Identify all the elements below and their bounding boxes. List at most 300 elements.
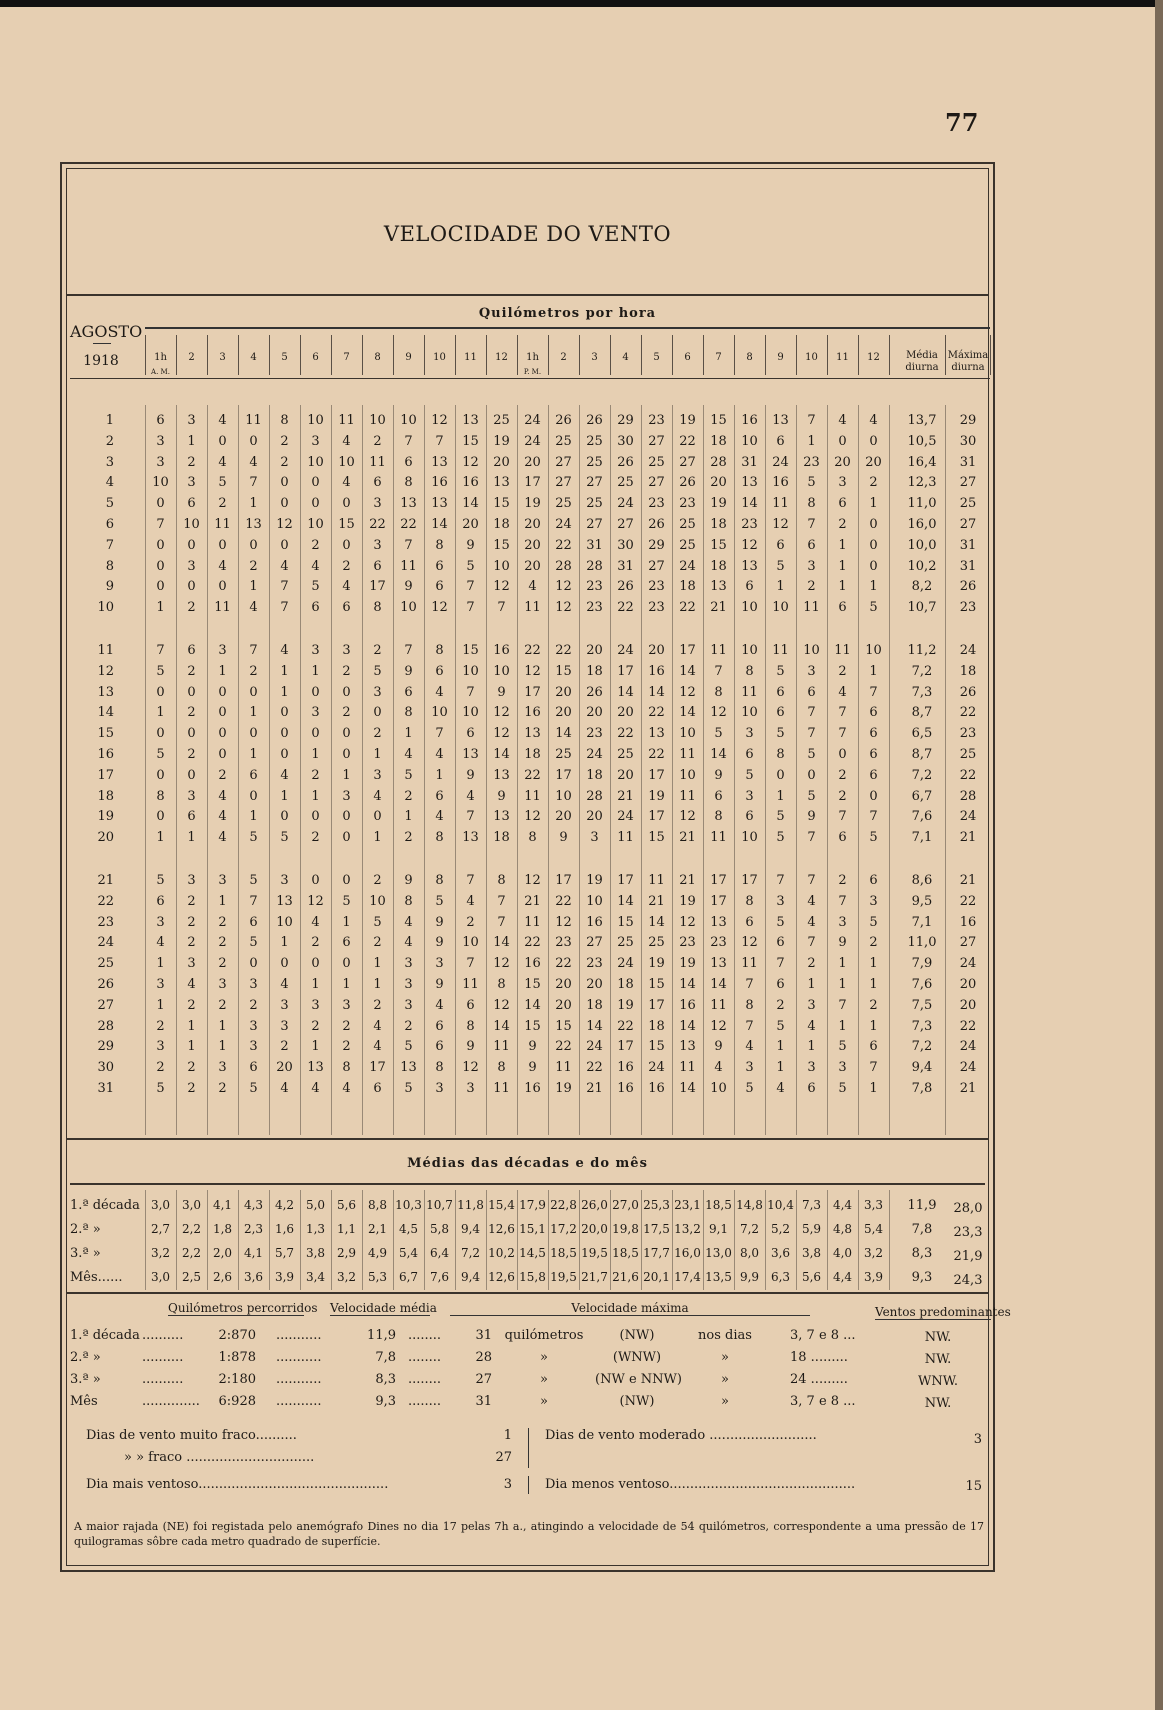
hour-value: 0 [187, 537, 196, 553]
hour-value: 31 [741, 454, 758, 470]
average-max: 21,9 [953, 1249, 983, 1264]
hour-value: 24 [555, 517, 572, 532]
year-label: 1918 [83, 353, 119, 369]
hour-value: 14 [679, 663, 696, 679]
summary-label: 3.ª » [70, 1372, 101, 1387]
hour-value: 3 [187, 873, 196, 888]
averages-top-rule [70, 1183, 985, 1185]
hour-value: 2 [218, 767, 227, 783]
daily-max: 31 [959, 558, 977, 574]
hour-value: 1 [342, 914, 351, 930]
day-label: 5 [105, 496, 114, 512]
hour-value: 1 [187, 1018, 196, 1034]
hour-value: 19 [524, 496, 541, 512]
average-value: 2,0 [212, 1246, 233, 1260]
hour-value: 15 [617, 914, 634, 930]
avg-col-divider [827, 1190, 828, 1290]
hour-value: 26 [586, 684, 603, 700]
average-value: 1,6 [274, 1222, 295, 1236]
hour-value: 2 [342, 663, 351, 679]
hour-value: 8 [497, 1060, 506, 1076]
average-value: 13,2 [674, 1222, 701, 1236]
hour-value: 2 [311, 1018, 320, 1034]
hour-value: 15 [462, 643, 479, 658]
average-value: 3,8 [801, 1246, 822, 1260]
hour-value: 27 [679, 454, 696, 470]
hour-value: 6 [342, 600, 351, 616]
hour-value: 2 [373, 433, 382, 449]
hour-value: 4 [311, 914, 320, 930]
hour-value: 1 [776, 1039, 785, 1055]
average-value: 1,3 [305, 1222, 326, 1236]
summary-label: 2.ª » [70, 1350, 101, 1365]
avg-col-divider [393, 1190, 394, 1290]
hour-value: 23 [710, 935, 727, 951]
daily-mean: 9,5 [911, 893, 933, 909]
daily-max: 31 [959, 454, 977, 470]
average-value: 7,2 [460, 1246, 481, 1260]
hour-value: 7 [807, 830, 816, 846]
hour-value: 21 [524, 893, 541, 909]
hour-header-pm: 10 [805, 352, 818, 363]
hour-value: 24 [586, 747, 603, 762]
hour-header-pm: 12 [867, 352, 880, 363]
hour-value: 6 [776, 935, 785, 951]
daily-mean: 10,7 [907, 600, 937, 616]
hour-value: 16 [524, 1081, 541, 1096]
hour-value: 20 [524, 537, 541, 553]
avg-col-divider [517, 1190, 518, 1290]
hour-header-am: 4 [250, 352, 257, 363]
hour-value: 7 [838, 893, 847, 909]
hour-value: 7 [869, 809, 878, 825]
summary-mean: 8,3 [375, 1372, 396, 1387]
hour-value: 10 [586, 893, 603, 909]
hour-value: 0 [869, 517, 878, 532]
hour-value: 11 [710, 830, 727, 846]
hour-value: 6 [776, 977, 785, 992]
hour-value: 3 [745, 1060, 754, 1076]
hour-value: 7 [280, 600, 289, 616]
average-value: 17,5 [643, 1222, 670, 1236]
summary-dots: ........... [276, 1394, 322, 1409]
hour-value: 3 [311, 433, 320, 449]
hour-value: 4 [807, 914, 816, 930]
hour-value: 10 [741, 643, 758, 658]
hour-value: 9 [404, 873, 413, 888]
hour-value: 0 [373, 809, 382, 825]
hour-value: 0 [311, 684, 320, 700]
hour-value: 0 [249, 433, 258, 449]
hour-value: 6 [807, 537, 816, 553]
hour-value: 22 [679, 433, 696, 449]
hour-value: 22 [648, 747, 665, 762]
hour-value: 6 [187, 643, 196, 658]
hour-value: 8 [714, 809, 723, 825]
daily-mean: 8,7 [911, 705, 933, 721]
hour-value: 1 [311, 747, 320, 762]
hour-value: 1 [869, 579, 878, 595]
hour-value: 0 [342, 684, 351, 700]
avg-col-divider [765, 1190, 766, 1290]
hour-value: 8 [280, 413, 289, 428]
hour-header-pm: 5 [653, 352, 660, 363]
hour-value: 2 [807, 579, 816, 595]
hour-value: 0 [249, 537, 258, 553]
hour-value: 8 [466, 1018, 475, 1034]
hour-value: 5 [776, 1018, 785, 1034]
hour-value: 27 [586, 517, 603, 532]
hour-value: 22 [679, 600, 696, 616]
hour-value: 5 [838, 1039, 847, 1055]
hour-value: 2 [187, 663, 196, 679]
hour-value: 4 [249, 600, 258, 616]
average-value: 26,0 [581, 1198, 608, 1212]
hour-value: 6 [435, 558, 444, 574]
hour-value: 15 [648, 1039, 665, 1055]
hour-value: 4 [280, 767, 289, 783]
day-label: 23 [97, 914, 114, 930]
hour-value: 12 [741, 537, 758, 553]
hour-value: 24 [648, 1060, 665, 1076]
hour-value: 1 [280, 684, 289, 700]
hour-value: 11 [245, 413, 262, 428]
daily-max: 25 [959, 496, 977, 512]
average-value: 3,2 [863, 1246, 884, 1260]
hour-value: 2 [373, 643, 382, 658]
hour-value: 11 [679, 788, 696, 804]
hour-value: 11 [772, 496, 789, 512]
day-label: 31 [97, 1081, 114, 1096]
hour-value: 16 [648, 663, 665, 679]
hour-value: 0 [156, 684, 165, 700]
hour-value: 13 [245, 517, 262, 532]
hour-value: 0 [869, 788, 878, 804]
hour-value: 23 [679, 935, 696, 951]
hour-value: 23 [648, 600, 665, 616]
page-number: 77 [945, 108, 979, 137]
average-value: 19,5 [581, 1246, 608, 1260]
hour-value: 7 [497, 600, 506, 616]
average-value: 3,9 [863, 1270, 884, 1284]
hour-value: 0 [249, 788, 258, 804]
hour-value: 5 [249, 873, 258, 888]
hour-value: 18 [493, 517, 510, 532]
hour-value: 2 [218, 914, 227, 930]
hour-value: 28 [555, 558, 572, 574]
body-col-divider [610, 405, 611, 1135]
hour-value: 22 [524, 935, 541, 951]
summary-unit: » [540, 1394, 548, 1409]
hour-value: 11 [710, 643, 727, 658]
hour-value: 6 [869, 1039, 878, 1055]
hour-value: 0 [280, 747, 289, 762]
hour-value: 25 [617, 475, 634, 491]
hour-value: 17 [617, 873, 634, 888]
hour-value: 3 [187, 788, 196, 804]
hour-value: 0 [342, 747, 351, 762]
hour-value: 12 [307, 893, 324, 909]
hour-value: 7 [807, 873, 816, 888]
hour-value: 1 [838, 537, 847, 553]
hour-value: 0 [218, 747, 227, 762]
hour-value: 1 [869, 1081, 878, 1096]
summary-dots: ........... [276, 1350, 322, 1365]
hour-value: 4 [187, 977, 196, 992]
average-mean: 8,3 [911, 1246, 933, 1261]
summary-max: 28 [475, 1350, 492, 1365]
hour-value: 10 [462, 935, 479, 951]
daily-max: 28 [959, 788, 977, 804]
hour-value: 8 [497, 873, 506, 888]
hour-value: 20 [617, 767, 634, 783]
hour-value: 24 [679, 558, 696, 574]
hour-value: 8 [776, 747, 785, 762]
day-label: 15 [97, 726, 114, 742]
hour-value: 15 [493, 496, 510, 512]
hour-value: 2 [249, 558, 258, 574]
daily-max: 23 [959, 600, 977, 616]
top-edge [0, 0, 1163, 7]
summary-predominant: NW. [924, 1396, 952, 1411]
hour-value: 1 [838, 1018, 847, 1034]
hour-value: 2 [218, 935, 227, 951]
hour-value: 9 [466, 767, 475, 783]
hour-value: 7 [807, 726, 816, 742]
hour-value: 8 [714, 684, 723, 700]
hour-value: 1 [156, 997, 165, 1013]
body-col-divider [945, 405, 946, 1135]
hour-value: 25 [679, 537, 696, 553]
average-value: 5,4 [863, 1222, 884, 1236]
hour-value: 6 [869, 767, 878, 783]
hour-value: 24 [617, 643, 634, 658]
average-value: 18,5 [705, 1198, 732, 1212]
hour-value: 20 [555, 705, 572, 721]
day-label: 20 [97, 830, 114, 846]
hour-value: 11 [710, 997, 727, 1013]
hour-value: 4 [776, 1081, 785, 1096]
hour-value: 28 [586, 788, 603, 804]
hour-value: 12 [679, 914, 696, 930]
hour-value: 3 [373, 537, 382, 553]
body-col-divider [145, 405, 146, 1135]
summary-km: 2:870 [218, 1328, 256, 1343]
hour-value: 24 [586, 1039, 603, 1055]
month-label: AGOSTO [70, 322, 143, 341]
daily-mean: 8,7 [911, 747, 933, 762]
hour-value: 13 [276, 893, 293, 909]
daily-max: 16 [959, 914, 977, 930]
hour-value: 16 [493, 643, 510, 658]
hour-value: 22 [586, 1060, 603, 1076]
hour-value: 7 [807, 935, 816, 951]
daily-mean: 13,7 [907, 413, 937, 428]
hour-value: 7 [466, 873, 475, 888]
hour-value: 7 [714, 663, 723, 679]
average-value: 6,4 [429, 1246, 450, 1260]
hour-value: 9 [497, 788, 506, 804]
hour-value: 29 [617, 413, 634, 428]
hour-value: 15 [648, 830, 665, 846]
hour-value: 6 [249, 767, 258, 783]
hour-value: 12 [524, 663, 541, 679]
hour-value: 24 [617, 809, 634, 825]
hour-value: 16 [617, 1060, 634, 1076]
hour-value: 4 [218, 558, 227, 574]
hour-value: 1 [249, 579, 258, 595]
hour-value: 6 [869, 705, 878, 721]
hour-value: 6 [745, 809, 754, 825]
summary-dots: .......... [142, 1328, 184, 1343]
hour-value: 15 [524, 977, 541, 992]
hour-value: 1 [776, 1060, 785, 1076]
hour-value: 5 [373, 914, 382, 930]
hour-value: 0 [373, 705, 382, 721]
hour-value: 23 [586, 956, 603, 972]
hour-value: 3 [404, 977, 413, 992]
hour-value: 3 [869, 893, 878, 909]
hour-value: 23 [586, 600, 603, 616]
summary-mean: 7,8 [375, 1350, 396, 1365]
day-label: 24 [97, 935, 114, 951]
hour-value: 2 [249, 997, 258, 1013]
summary-predominant: WNW. [918, 1374, 958, 1389]
hour-value: 6 [373, 1081, 382, 1096]
hour-value: 20 [524, 517, 541, 532]
summary-days-word: nos dias [698, 1328, 752, 1343]
hour-value: 2 [187, 1081, 196, 1096]
hour-value: 3 [776, 893, 785, 909]
hour-value: 9 [528, 1039, 537, 1055]
hour-value: 11 [214, 600, 231, 616]
hour-value: 3 [156, 433, 165, 449]
hour-value: 0 [156, 809, 165, 825]
hour-value: 3 [807, 1060, 816, 1076]
hour-value: 8 [435, 873, 444, 888]
average-value: 5,6 [336, 1198, 357, 1212]
hour-value: 1 [311, 788, 320, 804]
units-rule [145, 327, 990, 329]
windiest-label: Dia mais ventoso.............................................. [86, 1477, 389, 1492]
hour-value: 17 [648, 767, 665, 783]
hour-value: 1 [187, 1039, 196, 1055]
average-value: 4,4 [832, 1270, 853, 1284]
hour-value: 4 [218, 454, 227, 470]
hour-value: 13 [493, 475, 510, 491]
hour-value: 0 [776, 767, 785, 783]
summary-unit: » [540, 1350, 548, 1365]
hour-value: 20 [555, 997, 572, 1013]
avg-col-divider [889, 1190, 890, 1290]
daily-mean: 7,2 [911, 767, 933, 783]
average-value: 3,6 [770, 1246, 791, 1260]
day-label: 14 [97, 705, 114, 721]
average-value: 12,6 [488, 1270, 515, 1284]
hour-value: 19 [679, 413, 696, 428]
daily-max: 21 [959, 830, 977, 846]
hour-value: 2 [187, 935, 196, 951]
hour-value: 9 [497, 684, 506, 700]
daily-max: 24 [959, 1039, 977, 1055]
hour-value: 5 [776, 830, 785, 846]
summary-dots: ........... [276, 1372, 322, 1387]
hour-value: 25 [555, 747, 572, 762]
average-value: 1,1 [336, 1222, 357, 1236]
hour-value: 15 [493, 537, 510, 553]
hour-value: 1 [373, 830, 382, 846]
day-label: 2 [105, 433, 114, 449]
footnote: A maior rajada (NE) foi registada pelo anemógrafo Dines no dia 17 pelas 7h a., atingindo a velocidade de 54 quilómetros, correspondente a uma pressão de 17 quilogramas sôbre cada metro quadrado de superfície. [74, 1520, 984, 1548]
hour-value: 0 [187, 579, 196, 595]
hour-value: 3 [218, 873, 227, 888]
hour-value: 1 [218, 1039, 227, 1055]
hour-value: 13 [710, 579, 727, 595]
summary-dots: ........... [276, 1328, 322, 1343]
hour-value: 5 [838, 1081, 847, 1096]
summary-dir-header: Ventos predominantes [875, 1305, 1011, 1319]
summary-days-word: » [721, 1394, 729, 1409]
hour-value: 25 [555, 433, 572, 449]
summary-mean-header: Velocidade média [330, 1301, 437, 1315]
hour-value: 11 [679, 1060, 696, 1076]
hour-value: 2 [156, 1060, 165, 1076]
hour-value: 11 [338, 413, 355, 428]
hour-value: 2 [156, 1018, 165, 1034]
hour-value: 4 [435, 684, 444, 700]
hour-value: 9 [435, 977, 444, 992]
hour-value: 15 [648, 977, 665, 992]
average-value: 3,6 [243, 1270, 264, 1284]
hour-value: 1 [249, 705, 258, 721]
hour-value: 4 [466, 788, 475, 804]
body-col-divider [362, 405, 363, 1135]
hour-value: 7 [807, 413, 816, 428]
hour-value: 20 [865, 454, 882, 470]
hour-value: 22 [400, 517, 417, 532]
hour-value: 1 [249, 809, 258, 825]
calmest-label: Dia menos ventoso............................................. [545, 1477, 856, 1492]
average-value: 7,6 [429, 1270, 450, 1284]
hour-value: 7 [404, 537, 413, 553]
average-max: 28,0 [953, 1201, 983, 1216]
hour-value: 2 [218, 1081, 227, 1096]
hour-value: 2 [807, 956, 816, 972]
hour-value: 14 [679, 1018, 696, 1034]
hour-value: 21 [679, 873, 696, 888]
hour-value: 4 [280, 1081, 289, 1096]
day-label: 22 [97, 893, 114, 909]
hour-value: 21 [648, 893, 665, 909]
max-header: Máxima diurna [947, 350, 989, 373]
average-value: 3,8 [305, 1246, 326, 1260]
average-value: 9,1 [708, 1222, 729, 1236]
hour-value: 22 [648, 705, 665, 721]
right-edge [1155, 0, 1163, 1710]
hour-header-am: 11 [464, 352, 477, 363]
hour-value: 18 [493, 830, 510, 846]
hour-value: 1 [869, 496, 878, 512]
hour-value: 0 [156, 537, 165, 553]
hour-value: 12 [431, 413, 448, 428]
hour-value: 0 [311, 956, 320, 972]
summary-direction: (NW) [619, 1328, 655, 1343]
hour-value: 8 [404, 893, 413, 909]
daily-max: 24 [959, 956, 977, 972]
hour-value: 11 [524, 914, 541, 930]
hour-value: 11 [524, 788, 541, 804]
hour-value: 5 [714, 726, 723, 742]
